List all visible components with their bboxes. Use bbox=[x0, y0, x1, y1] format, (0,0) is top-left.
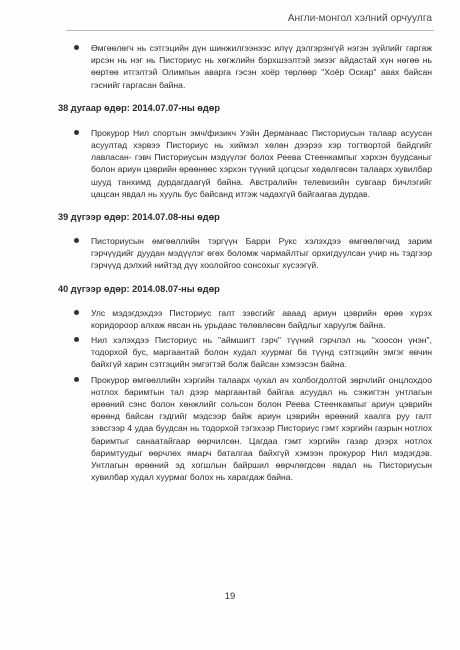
bullet-item bbox=[58, 235, 432, 272]
bullet-text: Прокурор Нил спортын эмч/физикч Уэйн Дерманаас Писториусын талаар асуусан асуултад хэрвээ Писториус нь хиймэл хөлөн дээрээ хэр тогтвортой байдгийг лавласан- гэвч Писториусын мэдүүлэг болох Реева Стеенкампыг хэрхэн буудсаныг болон ариун цэврийн өрөөнөөс хэрхэн түүний цогцсыг хөдөлгөсөн талаарх хувилбар шууд танхимд дурдагдаагүй байна. Австралийн телевизийн сувгаар бичлэгийг цацсан явдал нь хууль бус байсанд итгэж чадахгүй байгаагаа дурдав. bbox=[91, 127, 432, 199]
day-heading: 39 дүгээр өдөр: 2014.07.08-ны өдөр bbox=[58, 212, 220, 223]
day-heading: 40 дүгээр өдөр: 2014.08.07-ны өдөр bbox=[58, 283, 220, 294]
bullet-item bbox=[58, 127, 432, 200]
bullet-text: Улс мэдэгдэхдээ Писториус галт зэвсгийг аваад ариун цэврийн өрөө хүрэх коридороор алхаж явсан нь урьдаас төлөвлөсөн байдлыг харуулж байна. bbox=[91, 307, 432, 330]
bullet-item bbox=[58, 334, 432, 371]
bullet-icon bbox=[74, 45, 79, 50]
bullet-item bbox=[58, 374, 432, 484]
bullet-text: Нил хэлэхдээ Писториус нь "аймшигт гэрч" түүний гэрчлэл нь "хоосон үнэн", тодорхой бус, маргаантай болон худал хуурмаг ба түүнд сэтгэцийн эмгэг өвчин байхгүй харин сэтгэцийн эмгэгтэй болж байсан хэмээсэн байна. bbox=[91, 335, 432, 370]
bullet-icon bbox=[74, 238, 79, 243]
bullet-item bbox=[58, 307, 432, 331]
bullet-text: Өмгөөлөгч нь сэтгэцийн дүн шинжилгээнээс илүү дэлгэрэнгүй нэгэн зүйлийг гаргаж ирсэн нь нэг нь Писториус нь хөгжлийн бэрхшээлтэй эмээг айдастай хүн нөгөө нь өөртөө итгэлтэй Олимпын аварга гэсэн хоёр төрлөөр "Хоёр Оскар" авах байсан гэснийг гаргасан байна. bbox=[91, 43, 432, 90]
bullet-icon bbox=[74, 337, 79, 342]
bullet-icon bbox=[74, 310, 79, 315]
bullet-text: Прокурор өмгөөллийн хэргийн талаарх чухал ач холбогдолтой зөрчлийг онцлохдоо нотлох баримтын тал дээр маргаантай байгаа асуудал нь сэжигтэн унтлагын өрөөний сэнс болон хөнжлийг сольсон болон Реева Стеенкампыг ариун цэврийн өрөөнд байсан гэдгийг мэдсээр байж ариун цэврийн өрөөний хаалга руу галт зэвсгээр 4 удаа буудсан нь тодорхой тэгэхээр Писториус гэмт хэргийн газрын нотлох баримтыг санаатайгаар өөрчилсөн. Цагдаа гэмт хэргийн газар дээрх нотлох баримтуудыг өөрчлөх ямарч баталгаа байхгүй хэмээн прокурор Нил мэдэгдэв. Унтлагын өрөөний эд хогшлын байршил өөрчлөгдсөн явдал нь Писториусын хувилбар худал хуурмаг болох нь харагдаж байна. bbox=[91, 374, 432, 483]
day-heading: 38 дугаар өдөр: 2014.07.07-ны өдөр bbox=[58, 102, 220, 113]
header-rule bbox=[66, 30, 434, 31]
bullet-text: Писториусын өмгөөллийн тэргүүн Барри Рукс хэлэхдээ өмгөөлөгчид зарим гэрчүүдийг дуудан мэдүүлэг өгөх боломж чармайлтыг орхигдуулсан учир нь тэдгээр гэрчүүд дэлхий нийтэд дүү хоолойгоо сонсохыг хүсээгүй. bbox=[91, 236, 432, 271]
bullet-item bbox=[58, 42, 432, 91]
running-header: Англи-монгол хэлний орчуулга bbox=[287, 13, 432, 24]
bullet-icon bbox=[74, 130, 79, 135]
page-number: 19 bbox=[224, 591, 236, 602]
page-content bbox=[58, 36, 432, 483]
bullet-icon bbox=[74, 377, 79, 382]
